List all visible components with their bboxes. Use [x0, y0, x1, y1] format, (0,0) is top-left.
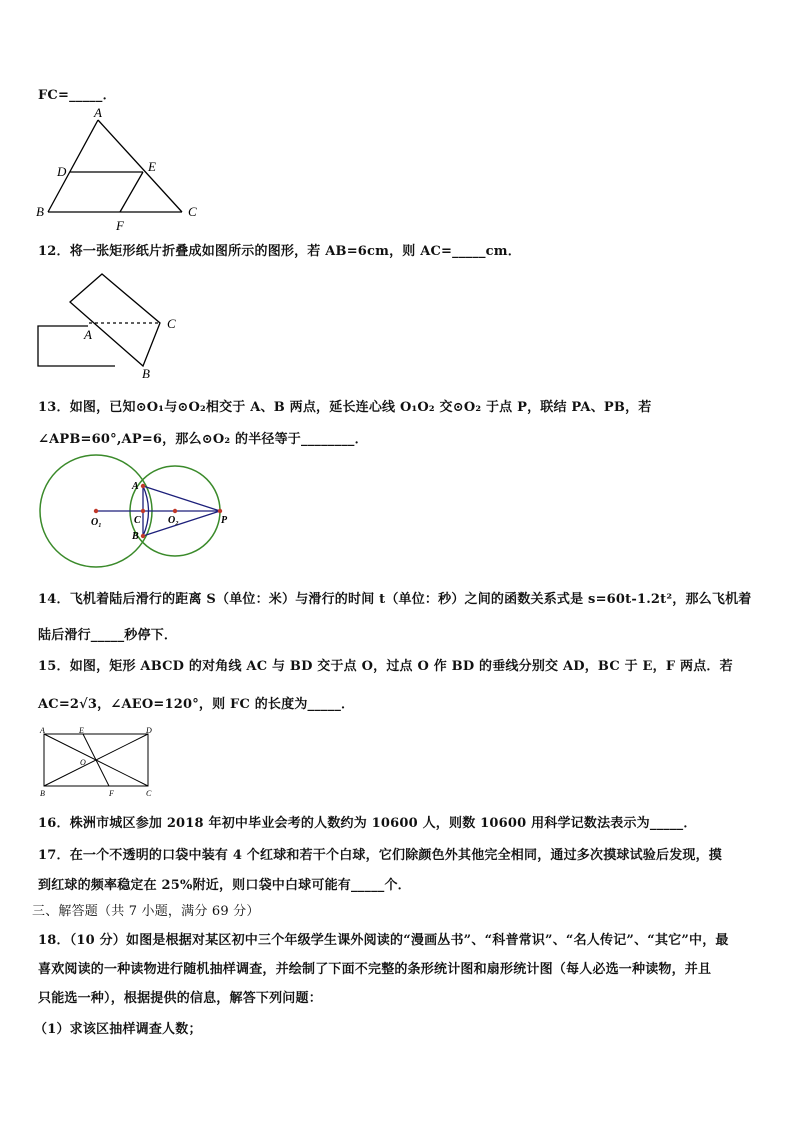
q13-text-line2: ∠APB=60°,AP=6，那么⊙O₂ 的半径等于________．: [38, 432, 368, 447]
label-b: B: [132, 531, 139, 542]
label-a: A: [84, 327, 92, 342]
q15-text-line1: 15．如图，矩形 ABCD 的对角线 AC 与 BD 交于点 O，过点 O 作 BD 的垂线分别交 AD，BC 于 E，F 两点．若: [38, 659, 733, 674]
label-o: O: [80, 758, 86, 767]
label-d: D: [146, 726, 152, 735]
label-p: P: [221, 515, 228, 526]
q13-intersecting-circles-figure: [38, 455, 238, 570]
q15-text-line2: AC=2√3，∠AEO=120°，则 FC 的长度为_____．: [38, 697, 355, 712]
label-e: E: [79, 726, 84, 735]
label-a: A: [132, 481, 139, 492]
q15-rectangle-figure: [36, 726, 166, 802]
q18-subquestion-1: （1）求该区抽样调查人数；: [34, 1022, 202, 1037]
q18-text-line3: 只能选一种），根据提供的信息，解答下列问题：: [38, 991, 322, 1006]
label-f: F: [109, 789, 114, 798]
q18-text-line2: 喜欢阅读的一种读物进行随机抽样调查，并绘制了下面不完整的条形统计图和扇形统计图（每人必选一种读物，并且: [38, 962, 712, 977]
label-b: B: [40, 789, 45, 798]
q17-text-line2: 到红球的频率稳定在 25%附近，则口袋中白球可能有_____个．: [38, 878, 411, 893]
label-c: C: [167, 316, 176, 331]
q17-text-line1: 17．在一个不透明的口袋中装有 4 个红球和若干个白球，它们除颜色外其他完全相同，通过多次摸球试验后发现，摸: [38, 848, 722, 863]
label-b: B: [142, 366, 150, 381]
label-o2: O₂: [168, 515, 179, 526]
q13-text-line1: 13．如图，已知⊙O₁与⊙O₂相交于 A、B 两点，延长连心线 O₁O₂ 交⊙O₂ 于点 P，联结 PA、PB，若: [38, 400, 652, 415]
q12-text: 12．将一张矩形纸片折叠成如图所示的图形，若 AB=6cm，则 AC=_____cm．: [38, 244, 521, 259]
q18-text-line1: 18．（10 分）如图是根据对某区初中三个年级学生课外阅读的“漫画丛书”、“科普常识”、“名人传记”、“其它”中，最: [38, 933, 729, 948]
q11-answer-line: FC=_____．: [38, 88, 116, 103]
label-e: E: [148, 159, 156, 174]
q12-folded-rectangle-figure: [30, 268, 190, 383]
label-b: B: [36, 204, 44, 219]
q16-text: 16．株洲市城区参加 2018 年初中毕业会考的人数约为 10600 人，则数 10600 用科学记数法表示为_____．: [38, 816, 697, 831]
label-o1: O₁: [91, 517, 102, 528]
label-c: C: [146, 789, 152, 798]
label-c: C: [134, 515, 141, 526]
q14-text-line1: 14．飞机着陆后滑行的距离 S（单位：米）与滑行的时间 t（单位：秒）之间的函数关系式是 s=60t-1.2t²，那么飞机着: [38, 592, 752, 607]
label-c: C: [188, 204, 197, 219]
section-title: 三、解答题（共 7 小题，满分 69 分）: [32, 904, 260, 919]
q14-text-line2: 陆后滑行_____秒停下．: [38, 628, 178, 643]
q11-triangle-figure: [30, 104, 210, 232]
label-f: F: [116, 218, 124, 233]
label-a: A: [40, 726, 45, 735]
label-d: D: [57, 164, 67, 179]
label-a: A: [94, 105, 102, 120]
